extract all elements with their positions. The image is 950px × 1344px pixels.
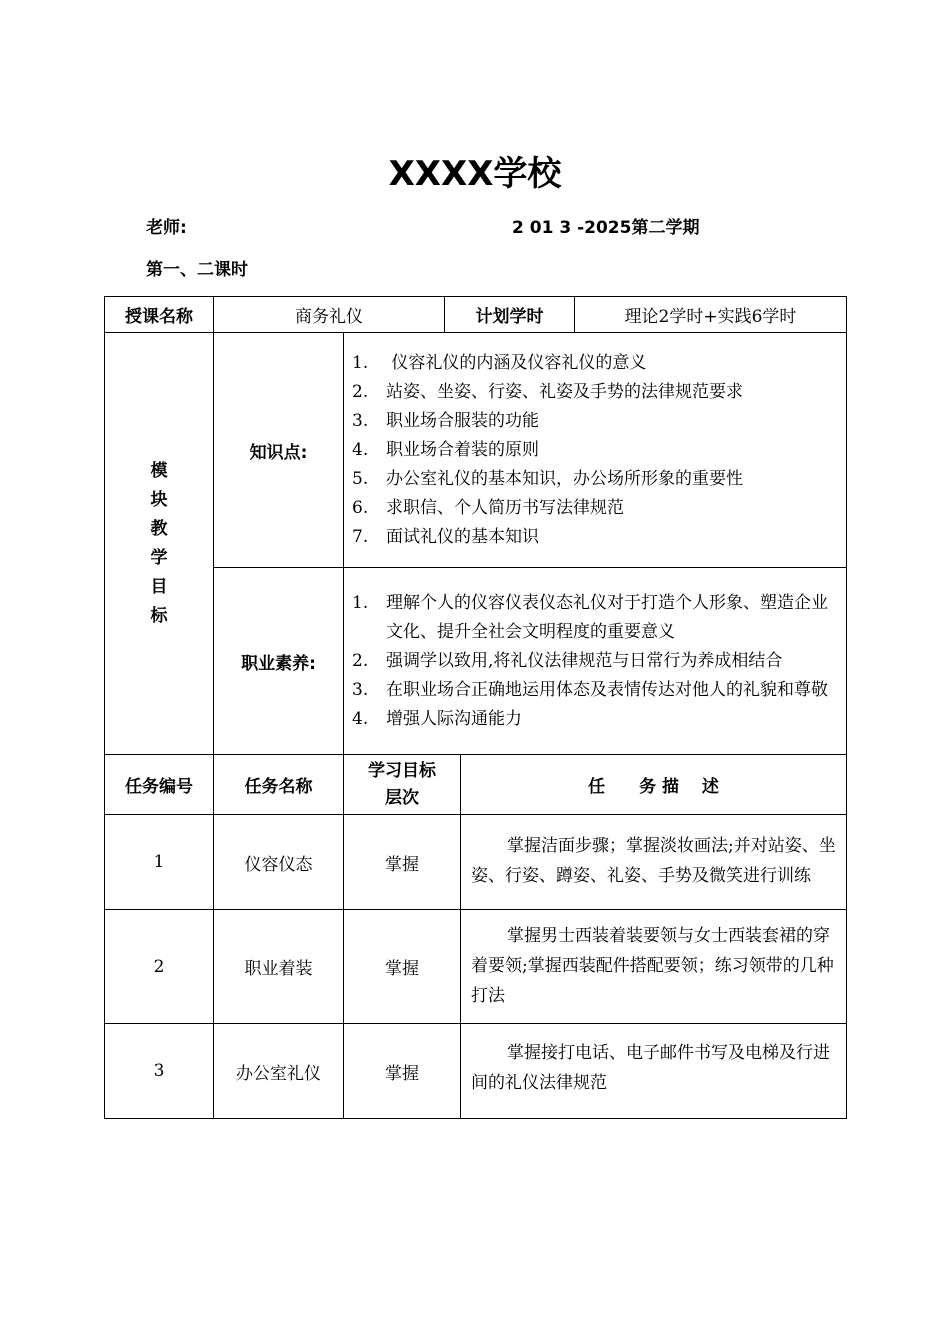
list-item [352, 494, 840, 523]
knowledge-list-cell [344, 333, 847, 568]
task-row [105, 815, 847, 910]
course-name-label: 授课名称 [105, 297, 214, 333]
task-number: 3 [105, 1024, 214, 1119]
list-item-number: 2. [352, 381, 369, 402]
list-item-text: 理解个人的仪容仪表仪态礼仪对于打造个人形象、塑造企业文化、提升全社会文明程度的重要意义 [386, 592, 828, 642]
list-item-text: 增强人际沟通能力 [386, 708, 522, 729]
task-description: 掌握接打电话、电子邮件书写及电梯及行进间的礼仪法律规范 [471, 1043, 830, 1093]
list-item-number: 4. [352, 439, 369, 460]
list-item [352, 465, 840, 494]
term-label: 2 01 3 -2025第二学期 [512, 218, 700, 238]
list-item [352, 407, 840, 436]
list-item-number: 1. [352, 352, 369, 373]
task-level-header-line2: 层次 [385, 787, 419, 808]
list-item-number: 2. [352, 650, 369, 671]
task-number: 1 [105, 815, 214, 910]
module-objectives-char: 块 [150, 489, 168, 510]
task-level: 掌握 [344, 815, 461, 910]
list-item-number: 7. [352, 526, 369, 547]
list-item [352, 523, 840, 552]
module-objectives-char: 目 [150, 576, 168, 597]
task-number-header: 任务编号 [105, 755, 214, 815]
list-item-number: 1. [352, 592, 369, 613]
list-item-number: 6. [352, 497, 369, 518]
module-objectives-label [105, 333, 214, 755]
list-item-number: 4. [352, 708, 369, 729]
list-item-text: 强调学以致用,将礼仪法律规范与日常行为养成相结合 [386, 650, 783, 671]
course-name-value: 商务礼仪 [214, 297, 445, 333]
task-row [105, 910, 847, 1024]
module-objectives-char: 教 [150, 518, 168, 539]
quality-label: 职业素养: [214, 568, 344, 755]
course-table [104, 296, 847, 1119]
task-description-cell [461, 910, 847, 1024]
list-item-text: 在职业场合正确地运用体态及表情传达对他人的礼貌和尊敬 [386, 679, 828, 700]
list-item-number: 3. [352, 679, 369, 700]
list-item [352, 349, 840, 378]
list-item [352, 589, 840, 647]
module-objectives-char: 标 [150, 605, 168, 626]
task-name: 职业着装 [214, 910, 344, 1024]
list-item-text: 站姿、坐姿、行姿、礼姿及手势的法律规范要求 [386, 381, 743, 402]
task-level-header [344, 755, 461, 815]
list-item [352, 705, 840, 734]
list-item-text: 职业场合服装的功能 [386, 410, 539, 431]
list-item-text: 面试礼仪的基本知识 [386, 526, 539, 547]
quality-row [105, 568, 847, 755]
task-number: 2 [105, 910, 214, 1024]
module-objectives-char: 模 [150, 460, 168, 481]
task-name-header: 任务名称 [214, 755, 344, 815]
page-title: XXXX学校 [388, 154, 562, 194]
task-description-cell [461, 815, 847, 910]
teacher-label: 老师: [146, 218, 187, 238]
task-header-row [105, 755, 847, 815]
list-item-number: 3. [352, 410, 369, 431]
course-info-row [105, 297, 847, 333]
planned-hours-value: 理论2学时+实践6学时 [575, 297, 847, 333]
module-objectives-char: 学 [150, 547, 168, 568]
knowledge-label: 知识点: [214, 333, 344, 568]
knowledge-row [105, 333, 847, 568]
list-item-text: 求职信、个人简历书写法律规范 [386, 497, 624, 518]
list-item-text: 职业场合着装的原则 [386, 439, 539, 460]
task-level: 掌握 [344, 1024, 461, 1119]
list-item [352, 436, 840, 465]
task-name: 仪容仪态 [214, 815, 344, 910]
list-item-number: 5. [352, 468, 369, 489]
quality-list-cell [344, 568, 847, 755]
knowledge-list [344, 341, 846, 560]
session-label: 第一、二课时 [146, 260, 248, 280]
task-level-header-line1: 学习目标 [368, 760, 436, 781]
task-description: 掌握洁面步骤；掌握淡妆画法;并对站姿、坐姿、行姿、蹲姿、礼姿、手势及微笑进行训练 [471, 836, 836, 886]
list-item-text: 仪容礼仪的内涵及仪容礼仪的意义 [386, 352, 647, 373]
task-description-header: 任 务 描 述 [461, 755, 847, 815]
list-item [352, 378, 840, 407]
task-name: 办公室礼仪 [214, 1024, 344, 1119]
planned-hours-label: 计划学时 [445, 297, 575, 333]
task-row [105, 1024, 847, 1119]
quality-list [344, 581, 846, 742]
list-item-text: 办公室礼仪的基本知识，办公场所形象的重要性 [386, 468, 743, 489]
list-item [352, 676, 840, 705]
task-description: 掌握男士西装着装要领与女士西装套裙的穿着要领;掌握西装配件搭配要领；练习领带的几种打法 [471, 925, 834, 1006]
task-level: 掌握 [344, 910, 461, 1024]
list-item [352, 647, 840, 676]
task-description-cell [461, 1024, 847, 1119]
